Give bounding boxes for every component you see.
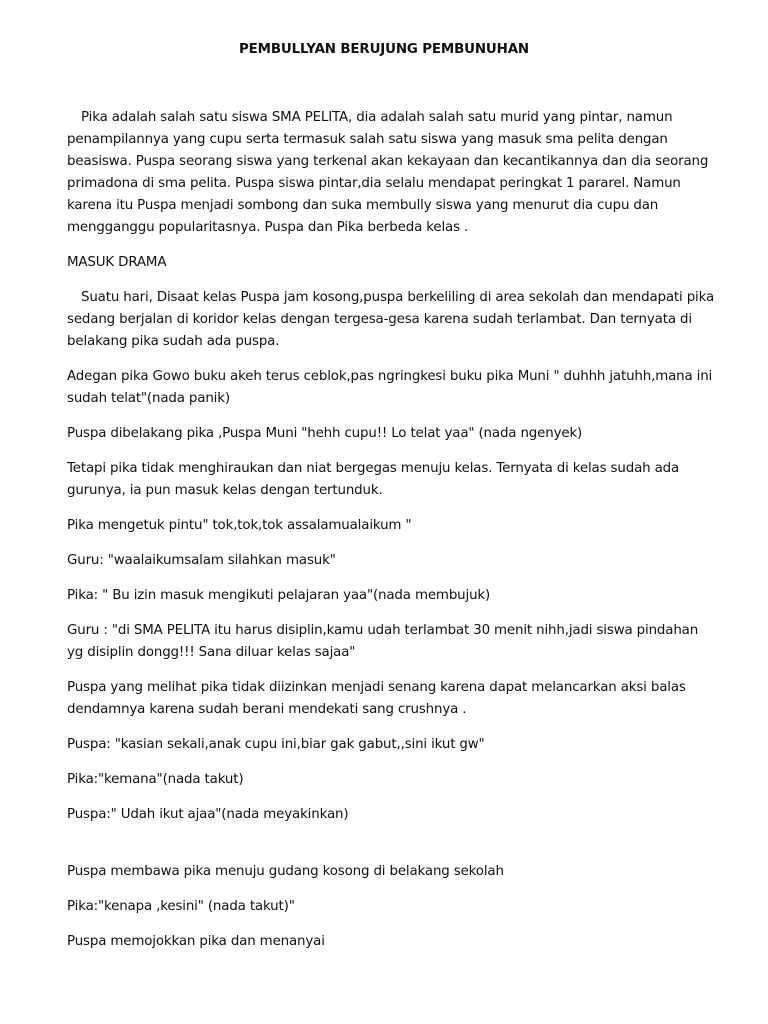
paragraph: Puspa dibelakang pika ,Puspa Muni "hehh cupu!! Lo telat yaa" (nada ngenyek) (67, 426, 583, 441)
paragraph: Pika mengetuk pintu" tok,tok,tok assalamualaikum " (67, 518, 412, 533)
paragraph: Pika adalah salah satu siswa SMA PELITA, dia adalah salah satu murid yang pintar, namun penampilannya yang cupu serta termasuk salah satu siswa yang masuk sma pelita dengan beasiswa. Puspa seorang siswa yang terkenal akan kekayaan dan kecantikannya dan dia seorang primadona di sma pelita. Puspa siswa pintar,dia selalu mendapat peringkat 1 pararel. Namun karena itu Puspa menjadi sombong dan suka membully siswa yang menurut dia cupu dan mengganggu popularitasnya. Puspa dan Pika berbeda kelas . (67, 110, 709, 235)
document-title: PEMBULLYAN BERUJUNG PEMBUNUHAN (239, 42, 529, 57)
paragraph: Adegan pika Gowo buku akeh terus ceblok,pas ngringkesi buku pika Muni " duhhh jatuhh,mana ini sudah telat"(nada panik) (67, 369, 713, 406)
paragraph: Tetapi pika tidak menghiraukan dan niat bergegas menuju kelas. Ternyata di kelas sudah ada gurunya, ia pun masuk kelas dengan tertunduk. (67, 461, 680, 498)
paragraph: Pika: " Bu izin masuk mengikuti pelajaran yaa"(nada membujuk) (67, 588, 491, 603)
paragraph: Puspa: "kasian sekali,anak cupu ini,biar gak gabut,,sini ikut gw" (67, 737, 485, 752)
paragraph: Pika:"kenapa ,kesini" (nada takut)" (67, 899, 295, 914)
paragraph: Puspa membawa pika menuju gudang kosong di belakang sekolah (67, 864, 504, 879)
paragraph: Puspa:" Udah ikut ajaa"(nada meyakinkan) (67, 807, 349, 822)
section-heading: MASUK DRAMA (67, 255, 167, 270)
paragraph: Puspa memojokkan pika dan menanyai (67, 934, 325, 949)
paragraph: Guru: "waalaikumsalam silahkan masuk" (67, 553, 336, 568)
document-body (67, 107, 717, 966)
paragraph: Puspa yang melihat pika tidak diizinkan menjadi senang karena dapat melancarkan aksi balas dendamnya karena sudah berani mendekati sang crushnya . (67, 680, 686, 717)
paragraph: Pika:"kemana"(nada takut) (67, 772, 244, 787)
paragraph: Guru : "di SMA PELITA itu harus disiplin,kamu udah terlambat 30 menit nihh,jadi siswa pindahan yg disiplin dongg!!! Sana diluar kelas sajaa" (67, 623, 699, 660)
paragraph: Suatu hari, Disaat kelas Puspa jam kosong,puspa berkeliling di area sekolah dan mendapati pika sedang berjalan di koridor kelas dengan tergesa-gesa karena sudah terlambat. Dan ternyata di belakang pika sudah ada puspa. (67, 290, 715, 349)
